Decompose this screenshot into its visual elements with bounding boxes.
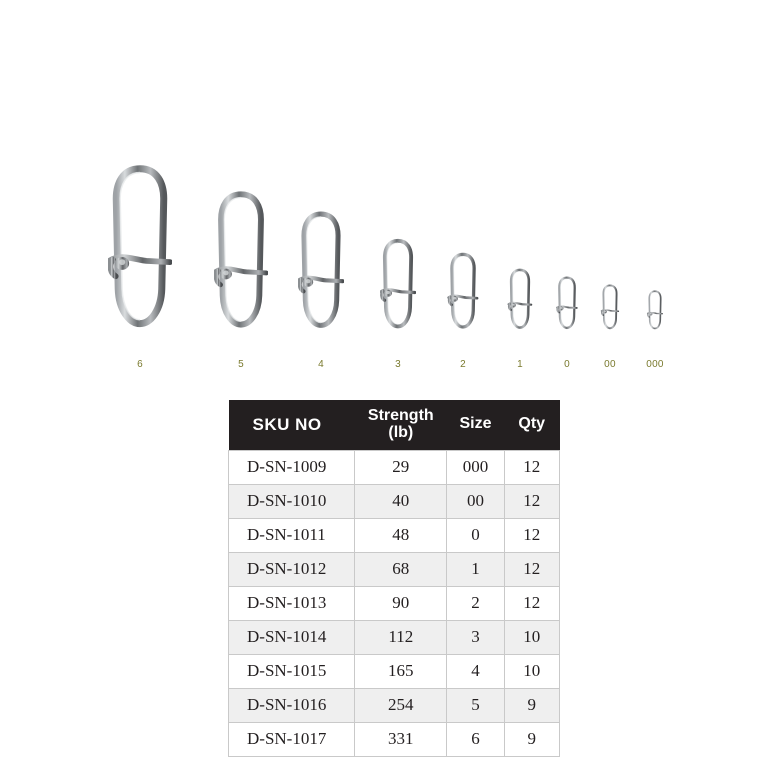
table-row: [229, 722, 560, 756]
header-sku: SKU NO: [229, 400, 355, 450]
table-row: [229, 654, 560, 688]
cell-sku: D-SN-1016: [229, 688, 355, 722]
cell-size: 1: [447, 552, 504, 586]
cell-size: 6: [447, 722, 504, 756]
cell-strength: 90: [355, 586, 447, 620]
snap-size-label-5: 5: [238, 359, 244, 370]
snap-2: [449, 254, 478, 327]
snap-3: [381, 241, 415, 327]
spec-table-head: [229, 400, 560, 450]
cell-sku: D-SN-1017: [229, 722, 355, 756]
cell-size: 4: [447, 654, 504, 688]
cell-qty: 12: [504, 552, 560, 586]
table-row: [229, 552, 560, 586]
snap-5: [215, 194, 266, 324]
cell-sku: D-SN-1011: [229, 518, 355, 552]
cell-sku: D-SN-1013: [229, 586, 355, 620]
table-row: [229, 484, 560, 518]
cell-strength: 165: [355, 654, 447, 688]
cell-qty: 9: [504, 722, 560, 756]
cell-size: 00: [447, 484, 504, 518]
snap-size-diagram: [0, 120, 782, 370]
cell-sku: D-SN-1015: [229, 654, 355, 688]
table-row: [229, 450, 560, 484]
cell-sku: D-SN-1010: [229, 484, 355, 518]
snap-size-label-4: 4: [318, 359, 324, 370]
cell-size: 5: [447, 688, 504, 722]
snap-size-label-6: 6: [137, 359, 143, 370]
cell-strength: 331: [355, 722, 447, 756]
spec-table-header-row: [229, 400, 560, 450]
cell-qty: 10: [504, 654, 560, 688]
snap-size-label-1: 1: [517, 359, 523, 370]
cell-strength: 48: [355, 518, 447, 552]
snap-000: [648, 291, 663, 328]
snap-size-label-00: 00: [604, 359, 616, 370]
cell-strength: 29: [355, 450, 447, 484]
cell-sku: D-SN-1012: [229, 552, 355, 586]
cell-qty: 12: [504, 450, 560, 484]
cell-qty: 12: [504, 586, 560, 620]
spec-table-body: [229, 450, 560, 756]
table-row: [229, 586, 560, 620]
snap-illustrations: [0, 120, 782, 370]
cell-size: 2: [447, 586, 504, 620]
cell-size: 0: [447, 518, 504, 552]
cell-strength: 112: [355, 620, 447, 654]
snap-0: [557, 278, 577, 328]
snap-00: [602, 285, 619, 328]
header-strength-line1: Strength: [367, 407, 434, 424]
cell-size: 000: [447, 450, 504, 484]
snap-size-label-2: 2: [460, 359, 466, 370]
header-size: Size: [447, 400, 504, 450]
header-strength: [355, 400, 447, 450]
cell-strength: 68: [355, 552, 447, 586]
snap-4: [299, 214, 343, 325]
cell-strength: 254: [355, 688, 447, 722]
snap-size-label-0: 0: [564, 359, 570, 370]
cell-qty: 9: [504, 688, 560, 722]
cell-qty: 12: [504, 484, 560, 518]
table-row: [229, 518, 560, 552]
cell-size: 3: [447, 620, 504, 654]
snap-6: [109, 169, 170, 324]
snap-size-label-000: 000: [646, 359, 664, 370]
cell-qty: 12: [504, 518, 560, 552]
header-strength-line2: (lb): [388, 423, 414, 441]
table-row: [229, 688, 560, 722]
spec-table: [228, 400, 560, 757]
cell-qty: 10: [504, 620, 560, 654]
cell-sku: D-SN-1009: [229, 450, 355, 484]
snap-size-label-3: 3: [395, 359, 401, 370]
snap-1: [509, 270, 532, 328]
cell-sku: D-SN-1014: [229, 620, 355, 654]
header-qty: Qty: [504, 400, 560, 450]
table-row: [229, 620, 560, 654]
cell-strength: 40: [355, 484, 447, 518]
